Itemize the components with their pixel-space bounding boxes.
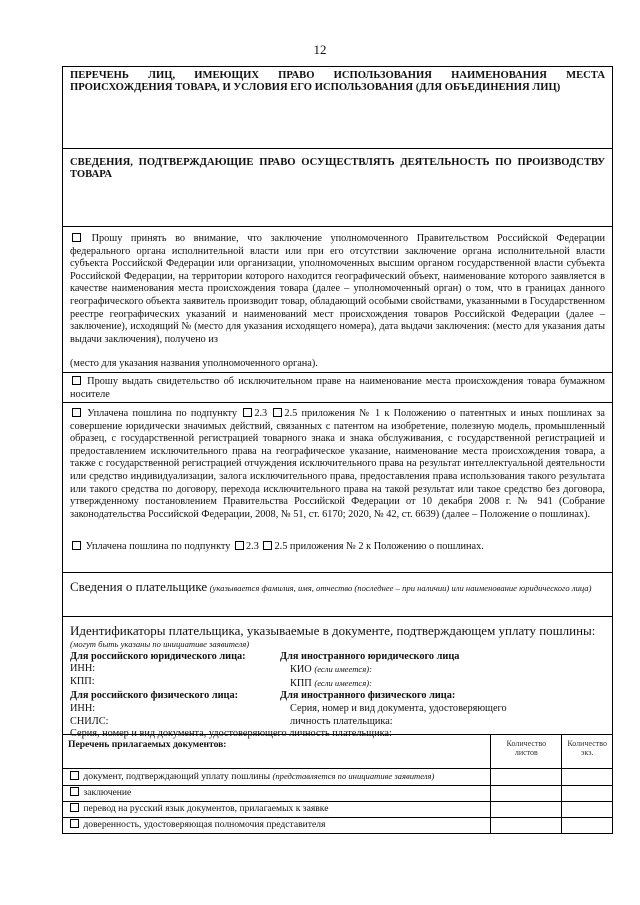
conclusion-checkbox[interactable] [72,233,81,242]
table-row [63,817,612,833]
conclusion-doc-checkbox[interactable] [70,787,79,796]
conclusion-text: Прошу принять во внимание, что заключение уполномоченного Правительством Российской Федерации федерального органа исполнительной власти или при его отсутствии заключение органа исполнительной власти субъекта Российской Федерации или организации, уполномоченных высшим органом государственной власти субъекта Российской Федерации, на территории которого находится географический объект, наименование которого заявляется в качестве наименования места происхождения товара (далее – уполномоченный орган) о том, что в границах данного географического объекта заявитель производит товар, обладающий особыми свойствами, указанными в Государственном реестре географических указаний и наименований мест происхождения товаров Российской Федерации (далее – заключение), исходящий № (место для указания исходящего номера), дата выдачи заключения: (место для указания даты выдачи заключения), получено из [70,233,605,345]
paper-certificate-text: Прошу выдать свидетельство об исключительном праве на наименование места происхождения товара бумажном носителе [70,376,606,400]
foreign-person-heading: Для иностранного физического лица: [280,690,456,702]
conclusion-doc-label: заключение [83,786,132,798]
section-paper-certificate [63,373,612,403]
copies-column-header: Количество экз. [562,735,612,769]
power-of-attorney-label: доверенность, удостоверяющая полномочия представителя [83,818,326,830]
table-row [63,801,612,817]
section-production-right [63,149,612,227]
persons-list-title: ПЕРЕЧЕНЬ ЛИЦ, ИМЕЮЩИХ ПРАВО ИСПОЛЬЗОВАНИЯ НАИМЕНОВАНИЯ МЕСТА ПРОИСХОЖДЕНИЯ ТОВАРА, И УСЛОВИЯ ЕГО ИСПОЛЬЗОВАНИЯ (ДЛЯ ОБЪЕДИНЕНИЯ ЛИЦ) [70,70,605,94]
authority-placeholder: (место для указания названия уполномоченного органа). [70,358,318,370]
section-conclusion-request [63,227,612,373]
paper-certificate-checkbox[interactable] [72,376,81,385]
inn-label: ИНН: [70,663,96,675]
payer-doc-label: Серия, номер и вид документа, удостоверяющего личность плательщика: [70,728,392,740]
payer-info-title: Сведения о плательщике [70,579,208,594]
power-of-attorney-copies[interactable] [562,817,612,833]
translation-doc-sheets[interactable] [491,801,562,817]
identifiers-note: (могут быть указаны по инициативе заявителя) [70,639,250,649]
foreign-legal-heading: Для иностранного юридического лица [280,650,460,662]
annex2-subclause-2-5-checkbox[interactable] [263,541,272,550]
fee-annex1-checkbox[interactable] [72,408,81,417]
fee-annex2-text: 2.5 приложения № 2 к Положению о пошлинах. [274,541,484,553]
kpp-label: КПП: [70,675,95,687]
subclause-2-3-label: 2.3 [254,408,268,419]
table-row [63,785,612,801]
fee-annex1-label: Уплачена пошлина по подпункту [87,408,238,419]
fee-annex1-text: 2.5 приложения № 1 к Положению о патентных и иных пошлинах за совершение юридически значимых действий, связанных с патентом на изобретение, полезную модель, промышленный образец, с государственной регистрацией товарного знака и знака обслуживания, с государственной регистрацией и предоставлением исключительного права на географическое указание, наименование места происхождения товара, а также с государственной регистрацией отчуждения исключительного права на результат интеллектуальной деятельности или средство индивидуализации, залога исключительного права, предоставления права использования такого результата или такого средства по договору, перехода исключительного права на такой результат или такое средство без договора, утвержденному постановлением Правительства Российской Федерации от 10 декабря 2008 г. № 941 (Собрание законодательства Российской Федерации, 2008, № 51, ст. 6170; 2020, № 42, ст. 6639) (далее – Положение о пошлинах). [70,408,606,520]
kio-note: (если имеется): [314,664,372,675]
translation-doc-label: перевод на русский язык документов, прилагаемых к заявке [83,802,329,814]
subclause-2-5-checkbox[interactable] [273,408,282,417]
payer-info-note: (указывается фамилия, имя, отчество (последнее – при наличии) или наименование юридического лица) [209,583,592,593]
section-attached-documents [63,735,612,833]
conclusion-doc-sheets[interactable] [491,785,562,801]
ru-person-heading: Для российского физического лица: [70,690,239,702]
sheets-column-header: Количество листов [491,735,562,769]
foreign-doc-label-1: Серия, номер и вид документа, удостоверяющего [290,702,507,714]
ru-legal-heading: Для российского юридического лица: [70,650,246,662]
payment-doc-copies[interactable] [562,769,612,786]
snils-label: СНИЛС: [70,715,109,727]
payment-doc-checkbox[interactable] [70,771,79,780]
person-inn-label: ИНН: [70,702,96,714]
annex2-subclause-2-3-label: 2.3 [246,541,259,553]
payment-doc-note: (представляется по инициативе заявителя) [272,771,435,781]
section-payer-info [63,573,612,617]
payment-doc-sheets[interactable] [491,769,562,786]
documents-table [63,735,612,833]
power-of-attorney-sheets[interactable] [491,817,562,833]
kio-label: КИО [290,664,312,676]
translation-doc-checkbox[interactable] [70,803,79,812]
production-right-title: СВЕДЕНИЯ, ПОДТВЕРЖДАЮЩИЕ ПРАВО ОСУЩЕСТВЛЯТЬ ДЕЯТЕЛЬНОСТЬ ПО ПРОИЗВОДСТВУ ТОВАРА [70,157,605,181]
foreign-doc-label-2: личность плательщика: [290,715,393,727]
foreign-kpp-note: (если имеется): [314,677,372,688]
translation-doc-copies[interactable] [562,801,612,817]
documents-header: Перечень прилагаемых документов: [68,739,227,750]
table-row [63,769,612,786]
application-form [62,66,613,834]
annex2-subclause-2-3-checkbox[interactable] [235,541,244,550]
conclusion-doc-copies[interactable] [562,785,612,801]
power-of-attorney-checkbox[interactable] [70,819,79,828]
section-payer-identifiers [63,617,612,740]
subclause-2-3-checkbox[interactable] [243,408,252,417]
fee-annex2-line [70,541,605,554]
section-fee-payment [63,403,612,573]
identifiers-title: Идентификаторы плательщика, указываемые в документе, подтверждающем уплату пошлины: [70,623,596,638]
fee-annex2-checkbox[interactable] [72,541,81,550]
payment-doc-label: документ, подтверждающий уплату пошлины [83,771,271,782]
fee-annex2-label: Уплачена пошлина по подпункту [85,541,231,553]
page-number: 12 [313,42,327,57]
foreign-kpp-label: КПП [290,677,312,689]
section-persons-list [63,67,612,149]
